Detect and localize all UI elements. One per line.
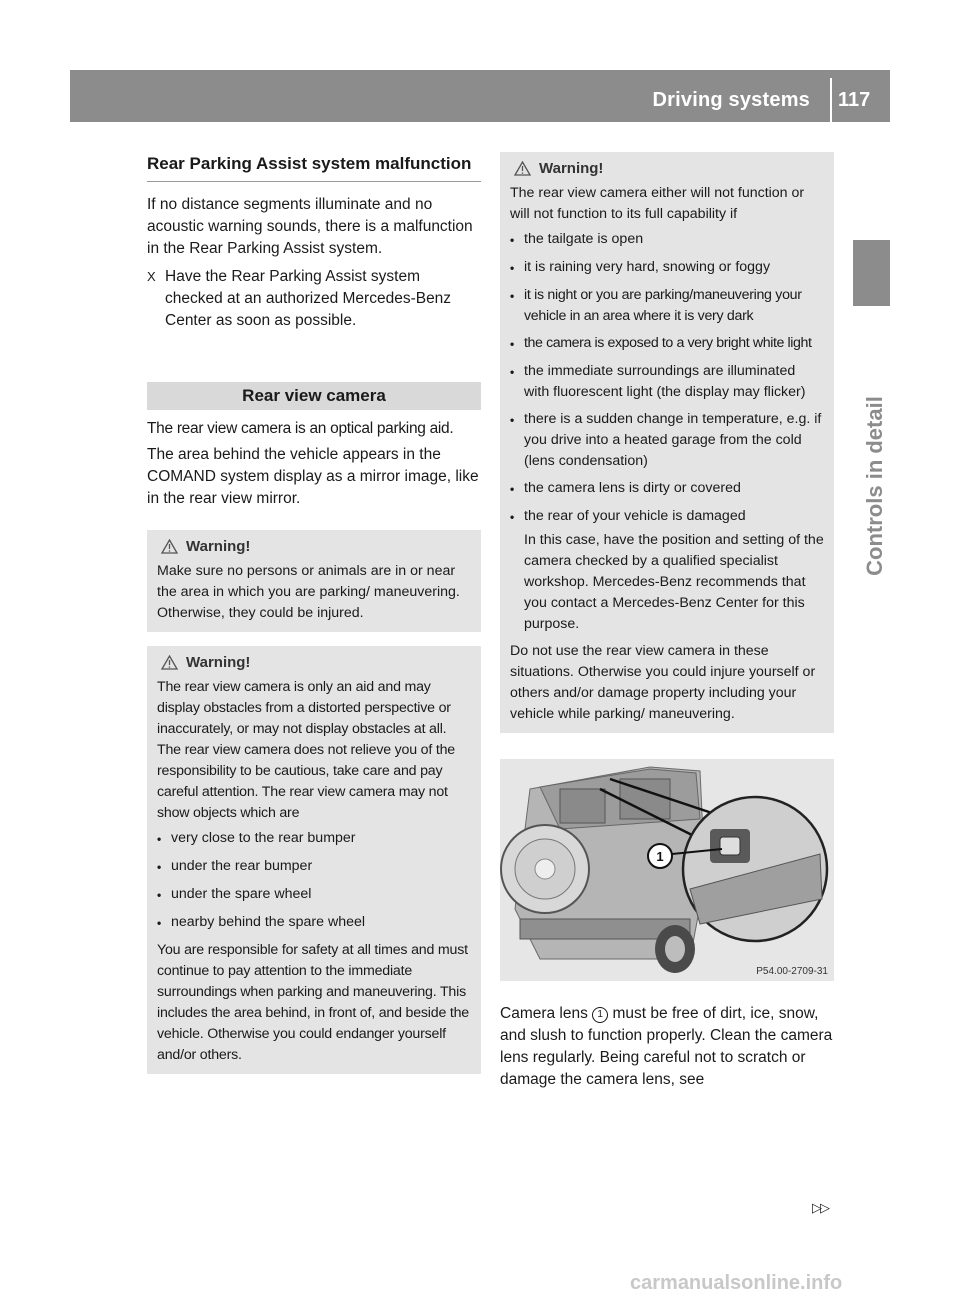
list-item: • it is raining very hard, snowing or foggy [510,259,771,275]
list-item: • the immediate surroundings are illuminated with fluorescent light (the display may flicker) [510,363,806,400]
figure-code: P54.00-2709-31 [756,966,828,977]
warning-outro: Do not use the rear view camera in these situations. Otherwise you could injure yourself or others and/or damage property including your vehicle while parking/ maneuvering. [510,643,816,722]
warning-title [157,654,471,671]
left-column [147,152,481,1074]
warning-triangle-icon [161,539,178,554]
list-item: • under the rear bumper [157,858,313,874]
camera-heading: Rear view camera [147,382,481,410]
warning-list [510,229,824,635]
list-item: • under the spare wheel [157,886,312,902]
caption-rest: must be free of dirt, ice, snow, and slush to function properly. Clean the camera lens regularly. Being careful not to scratch or damage the camera lens, see [500,1005,833,1088]
rear-camera-illustration [500,759,834,981]
warning-list [157,828,471,934]
warning-title-text: Warning! [186,654,251,671]
warning-outro: You are responsible for safety at all times and must continue to pay attention to the immediate surroundings when parking and maneuvering. This includes the area behind, in front of, and beside the vehicle. Otherwise you could endanger yourself and/or others. [157,942,469,1063]
chapter-label [855,326,895,646]
warning-title-text: Warning! [186,538,251,555]
camera-description: The area behind the vehicle appears in the COMAND system display as a mirror image, like in the rear view mirror. [147,446,479,507]
malfunction-heading: Rear Parking Assist system malfunction [147,152,481,182]
list-item: • the rear of your vehicle is damaged [510,508,746,524]
page-header [70,70,890,122]
list-item-note: In this case, have the position and setting of the camera checked by a qualified specialist workshop. Mercedes-Benz recommends that you contact a Mercedes-Benz Center for this purpose. [524,532,824,632]
instruction-step [147,266,481,332]
chapter-tab [853,240,890,306]
warning-box-persons [147,530,481,632]
step-text: Have the Rear Parking Assist system checked at an authorized Mercedes-Benz Center as soon as possible. [165,268,452,329]
figure-caption [500,1003,834,1091]
callout-reference: 1 [592,1007,608,1023]
warning-triangle-icon [514,161,531,176]
camera-intro: The rear view camera is an optical parking aid. [147,420,454,437]
list-item: • there is a sudden change in temperature, e.g. if you drive into a heated garage from the cold (lens condensation) [510,411,822,469]
header-divider [830,78,832,122]
list-item: • very close to the rear bumper [157,830,356,846]
step-marker: X [147,269,156,284]
caption-start: Camera lens [500,1005,588,1022]
list-item: • it is night or you are parking/maneuvering your vehicle in an area where it is very dark [510,287,802,324]
list-item: • the camera is exposed to a very bright white light [510,335,812,351]
warning-title [510,160,824,177]
warning-title [157,538,471,555]
warning-intro: The rear view camera either will not function or will not function to its full capability if [510,185,805,222]
warning-intro: The rear view camera is only an aid and may display obstacles from a distorted perspective or inaccurately, or may not display obstacles at all. The rear view camera does not relieve you of the responsibility to be cautious, take care and pay careful attention. The rear view camera may not show objects which are [157,679,455,821]
malfunction-text: If no distance segments illuminate and no acoustic warning sounds, there is a malfunction in the Rear Parking Assist system. [147,196,473,257]
chapter-label-text: Controls in detail [862,396,887,576]
watermark: carmanualsonline.info [630,1272,843,1294]
list-item: • nearby behind the spare wheel [157,914,366,930]
warning-box-camera-aid [147,646,481,1074]
warning-triangle-icon [161,655,178,670]
list-item: • the tailgate is open [510,231,644,247]
right-column [500,152,834,1091]
section-title: Driving systems [652,89,810,111]
warning-box-conditions [500,152,834,733]
callout-1-label: 1 [656,849,664,864]
warning-title-text: Warning! [539,160,604,177]
warning-text: Make sure no persons or animals are in or near the area in which you are parking/ maneuvering. Otherwise, they could be injured. [157,563,460,621]
continue-arrow-icon: ▷▷ [812,1200,828,1215]
list-item: • the camera lens is dirty or covered [510,480,741,496]
page-number: 117 [838,89,871,111]
vehicle-rear-illustration [500,759,834,981]
